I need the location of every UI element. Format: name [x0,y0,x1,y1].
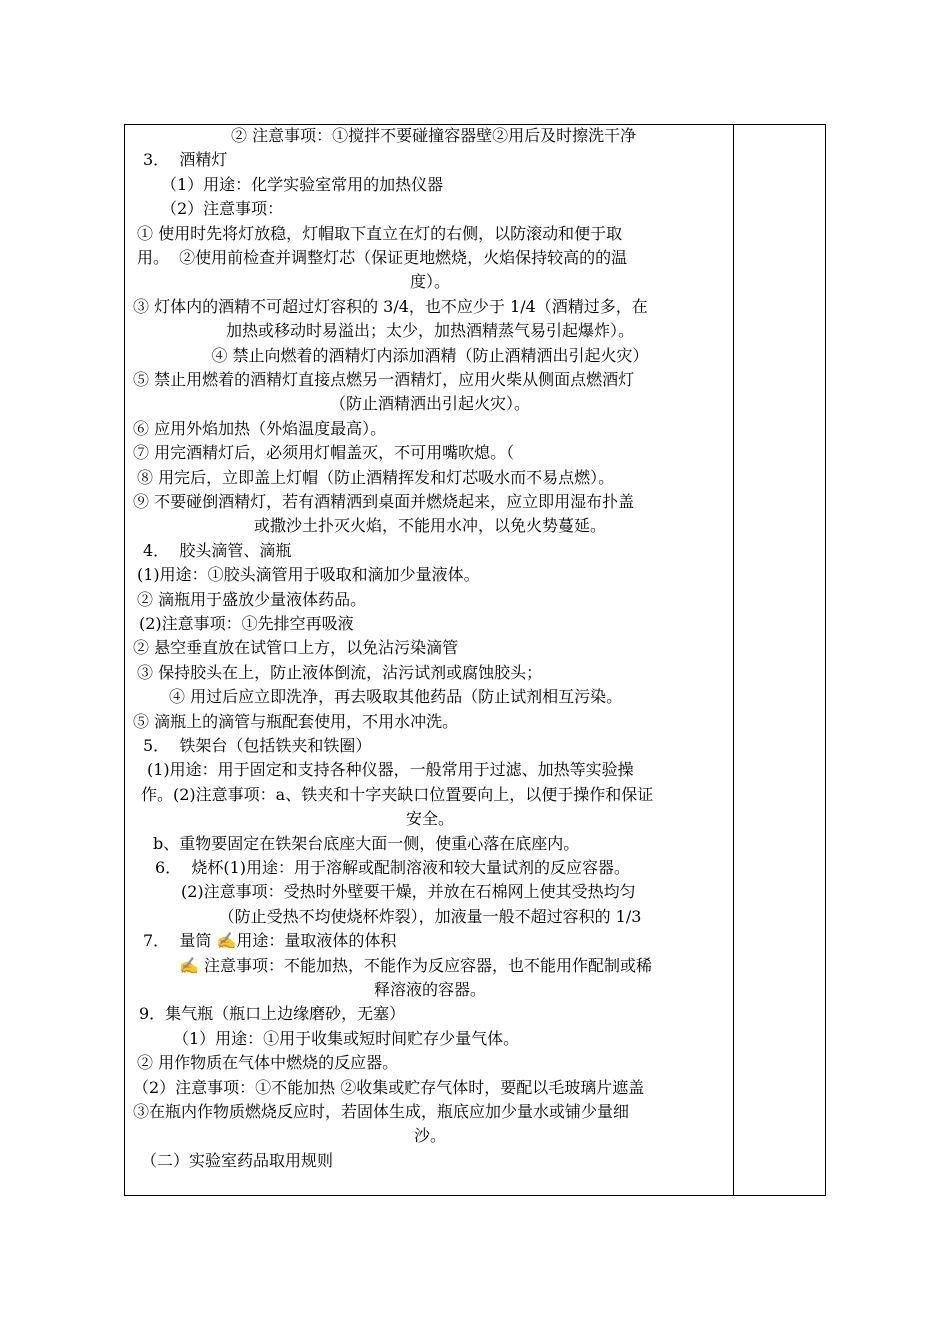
section-heading: 3． 酒精灯 [143,150,228,169]
notes-table [124,124,826,1196]
text-line: 安全。 [405,809,454,828]
text-line: 或撒沙土扑灭火焰，不能用水冲，以免火势蔓延。 [253,516,606,535]
text-line: (2)注意事项：①先排空再吸液 [139,614,354,633]
text-line: b、重物要固定在铁架台底座大面一侧，使重心落在底座内。 [153,834,580,853]
text-line: ⑦ 用完酒精灯后，必须用灯帽盖灭，不可用嘴吹熄。（ [133,443,515,462]
text-line: 作。(2)注意事项：a、铁夹和十字夹缺口位置要向上，以便于操作和保证 [141,785,654,804]
section-heading: （二）实验室药品取用规则 [141,1151,334,1170]
text-line: （1）用途：化学实验室常用的加热仪器 [161,175,444,194]
section-heading: 6． 烧杯(1)用途：用于溶解或配制溶液和较大量试剂的反应容器。 [155,858,631,877]
text-line: 用。 ②使用前检查并调整灯芯（保证更地燃烧，火焰保持较高的的温 [137,248,628,267]
section-heading: 9．集气瓶（瓶口上边缘磨砂，无塞） [139,1004,406,1023]
text-line: ④ 禁止向燃着的酒精灯内添加酒精（防止酒精洒出引起火灾） [211,346,649,365]
text-line: ③在瓶内作物质燃烧反应时，若固体生成，瓶底应加少量水或铺少量细 [133,1102,630,1121]
text-line: (1)用途：①胶头滴管用于吸取和滴加少量液体。 [137,565,480,584]
text-line: ③ 保持胶头在上，防止液体倒流，沾污试剂或腐蚀胶头； [137,663,543,682]
text-line: ✍ 注意事项：不能加热，不能作为反应容器，也不能用作配制或稀 [179,956,653,975]
text-line: ③ 灯体内的酒精不可超过灯容积的 3/4，也不应少于 1/4（酒精过多，在 [133,297,648,316]
text-line: （2）注意事项： [161,199,284,218]
text-line: （防止酒精洒出引起火灾）。 [329,394,530,413]
text-line: ④ 用过后应立即洗净，再去吸取其他药品（防止试剂相互污染。 [169,687,623,706]
text-line: 释溶液的容器。 [373,980,486,999]
text-line: ② 用作物质在气体中燃烧的反应器。 [137,1053,399,1072]
text-line: ⑥ 应用外焰加热（外焰温度最高）。 [133,419,387,438]
text-line: ⑤ 滴瓶上的滴管与瓶配套使用，不用水冲洗。 [133,712,459,731]
section-heading: 4． 胶头滴管、滴瓶 [143,541,292,560]
section-heading: 7． 量筒 ✍用途：量取液体的体积 [143,931,397,950]
text-line: ① 使用时先将灯放稳，灯帽取下直立在灯的右侧，以防滚动和便于取 [137,224,623,243]
text-line: ⑤ 禁止用燃着的酒精灯直接点燃另一酒精灯，应用火柴从侧面点燃酒灯 [133,370,635,389]
section-heading: 5． 铁架台（包括铁夹和铁圈） [143,736,372,755]
text-line: ② 悬空垂直放在试管口上方，以免沾污染滴管 [133,638,459,657]
text-line: 加热或移动时易溢出；太少，加热酒精蒸气易引起爆炸）。 [225,321,634,340]
text-line: ⑨ 不要碰倒酒精灯，若有酒精洒到桌面并燃烧起来，应立即用湿布扑盖 [133,492,635,511]
text-line: (1)用途：用于固定和支持各种仪器，一般常用于过滤、加热等实验操 [147,760,634,779]
text-line: （1）用途：①用于收集或短时间贮存少量气体。 [173,1029,520,1048]
text-line: ② 滴瓶用于盛放少量液体药品。 [137,590,367,609]
text-line: ② 注意事项：①搅拌不要碰撞容器壁②用后及时擦洗干净 [231,126,637,145]
text-line: （防止受热不均使烧杯炸裂），加液量一般不超过容积的 1/3 [218,907,642,926]
column-divider [733,125,734,1195]
text-line: (2)注意事项：受热时外壁要干燥，并放在石棉网上使其受热均匀 [181,882,636,901]
text-line: 度）。 [409,272,450,291]
text-line: 沙。 [413,1126,446,1145]
text-line: ⑧ 用完后，立即盖上灯帽（防止酒精挥发和灯芯吸水而不易点燃）。 [137,468,615,487]
text-line: （2）注意事项：①不能加热 ②收集或贮存气体时，要配以毛玻璃片遮盖 [133,1078,645,1097]
